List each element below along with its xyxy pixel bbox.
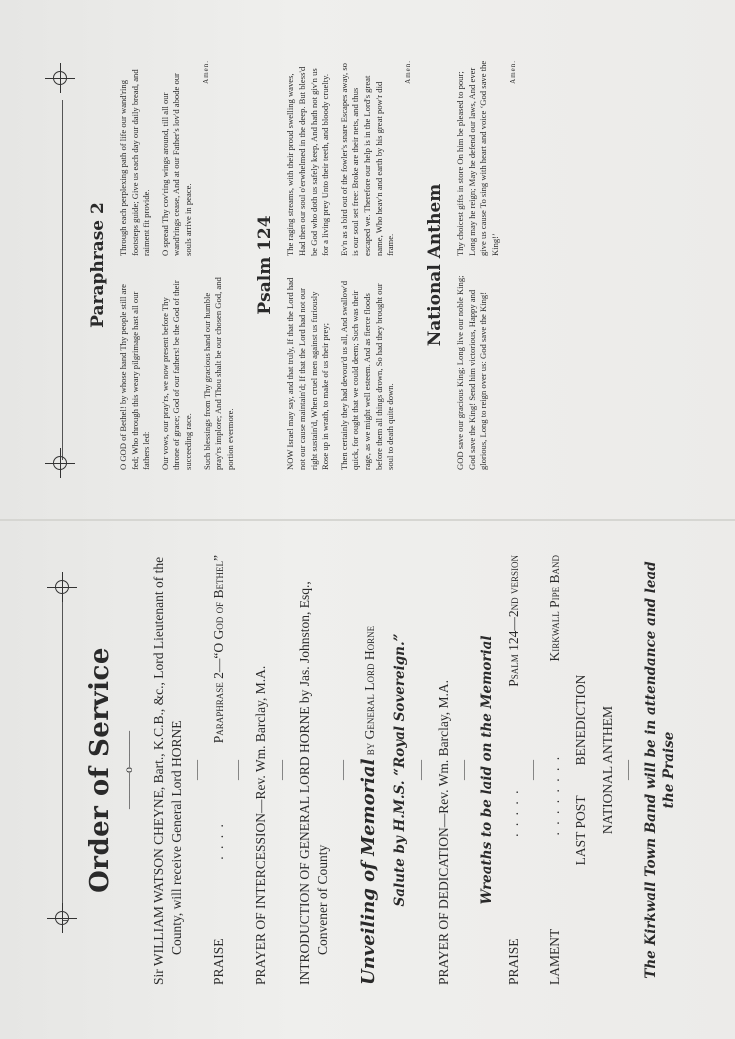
frame-line (62, 100, 63, 460)
anthem-title: National Anthem (425, 183, 446, 347)
paraphrase-v5: Such blessings from Thy gracious hand our humble pray'rs implore; And Thou shalt be our chosen God, and portion evermore. (201, 277, 235, 470)
psalm-section (255, 60, 413, 470)
divider: —— (623, 760, 635, 780)
praise-1-value: Paraphrase 2—“O God of Bethel” (211, 555, 227, 744)
introduction: INTRODUCTION OF GENERAL LORD HORNE by Jas. Johnston, Esq., Convener of County (296, 581, 330, 985)
praise-2-value: Psalm 124—2nd version (506, 555, 522, 687)
crosshair-icon (51, 454, 69, 472)
hymns-panel (88, 60, 708, 470)
crosshair-icon (53, 909, 71, 927)
amen: Amen. (508, 60, 517, 84)
paraphrase-v3: Through each perplexing path of life our wand'ring footsteps guide; Give us each day our daily bread, and raiment fit provide. (118, 69, 152, 256)
last-post-row (573, 555, 589, 985)
paraphrase-v2: Our vows, our pray'rs, we now present before Thy throne of grace; God of our fathers! be the God of their succeeding race. (159, 280, 193, 470)
unveiling-by: by General Lord Horne (362, 625, 378, 756)
benediction: BENEDICTION (573, 674, 589, 766)
psalm-v2: Then certainly they had devour'd us all, And swallow'd quick, for ought that we could deem; Such was their rage, as we might well esteem. And as fierce floods before them all things drown, So had they brought our soul to death quite down. (338, 280, 396, 470)
anthem-section (425, 60, 518, 470)
last-post: LAST POST (573, 795, 589, 866)
wreaths: Wreaths to be laid on the Memorial (478, 635, 495, 905)
paraphrase-right (118, 60, 243, 256)
divider: —— (338, 760, 350, 780)
opening-line: Sir WILLIAM WATSON CHEYNE, Bart., K.C.B., &c., Lord Lieutenant of the County, will receive General Lord HORNE (151, 556, 185, 985)
paraphrase-title: Paraphrase 2 (88, 202, 108, 328)
psalm-v3: The raging streams, with their proud swelling waves, Had then our soul o'erwhelmed in the deep. But bless'd be God who doth us safely keep, And hath not giv'n us for a living prey Unto their teeth, and bloody cruelty. (285, 66, 331, 256)
divider: —— (458, 760, 470, 780)
order-of-service-panel (85, 555, 678, 985)
salute: Salute by H.M.S. “Royal Sovereign.” (392, 633, 409, 907)
amen: Amen. (201, 60, 210, 84)
divider: —— (192, 760, 204, 780)
crosshair-icon (53, 578, 71, 596)
fold-line (0, 519, 735, 521)
psalm-v1: NOW Israel may say, and that truly, If that the Lord had not our cause maintain'd; If that the Lord had not our right sustain'd, When cruel men against us furiously Rose up in wrath, to make of us their prey; (285, 277, 331, 470)
praise-2-label: PRAISE (506, 938, 522, 985)
paraphrase-left (118, 274, 243, 470)
anthem-v1: GOD save our gracious King; Long live our noble King; God save the King! Send him victorious, Happy and glorious, Long to reign over us: God save the King! (455, 275, 489, 470)
lament-label: LAMENT (547, 928, 563, 985)
anthem-right (455, 60, 518, 256)
lament: LAMENT . . . . . . . . Kirkwall Pipe Band (547, 555, 563, 985)
paraphrase-v4: O spread Thy cov'ring wings around, till all our wand'rings cease, And at our Father's lov'd abode our souls arrive in peace. (159, 73, 193, 256)
psalm-right (285, 60, 413, 256)
divider: —— (528, 760, 540, 780)
paraphrase-v1: O GOD of Bethel! by whose hand Thy people still are fed; Who through this weary pilgrimage hast all our fathers led: (118, 284, 152, 470)
unveiling (357, 555, 381, 985)
dedication: PRAYER OF DEDICATION—Rev. Wm. Barclay, M.A. (435, 680, 451, 985)
frame-line (62, 588, 63, 918)
national-anthem: NATIONAL ANTHEM (600, 705, 616, 835)
band-note: The Kirkwall Town Band will be in attendance and lead the Praise (643, 561, 678, 979)
amen: Amen. (403, 60, 412, 84)
psalm-title: Psalm 124 (255, 215, 276, 315)
praise-2: PRAISE . . . . . Psalm 124—2nd version (506, 555, 522, 985)
unveiling-heading: Unveiling of Memorial (358, 758, 380, 985)
divider: —— (415, 760, 427, 780)
divider: —— (276, 760, 288, 780)
title-rule: ———o——— (121, 731, 135, 809)
praise-1: PRAISE . . . . Paraphrase 2—“O God of Bethel” (211, 555, 227, 985)
anthem-v2: Thy choicest gifts in store On him be pleased to pour; Long may he reign; May he defend our laws, And ever give us cause To sing with heart and voice ‘God save the King!’ (455, 60, 500, 256)
lament-value: Kirkwall Pipe Band (547, 555, 563, 662)
anthem-left (455, 274, 518, 470)
intercession: PRAYER OF INTERCESSION—Rev. Wm. Barclay, M.A. (253, 665, 269, 985)
order-title: Order of Service (85, 647, 115, 893)
psalm-v4: Ev'n as a bird out of the fowler's snare Escapes away, so is our soul set free: Broke are their nets, and thus escaped we. Therefore our help is in the Lord's great name, Who heav'n and earth by his great pow'r did frame. (338, 63, 396, 256)
paraphrase-section (88, 60, 243, 470)
crosshair-icon (51, 69, 69, 87)
psalm-left (285, 274, 413, 470)
praise-1-label: PRAISE (211, 938, 227, 985)
divider: —— (233, 760, 245, 780)
